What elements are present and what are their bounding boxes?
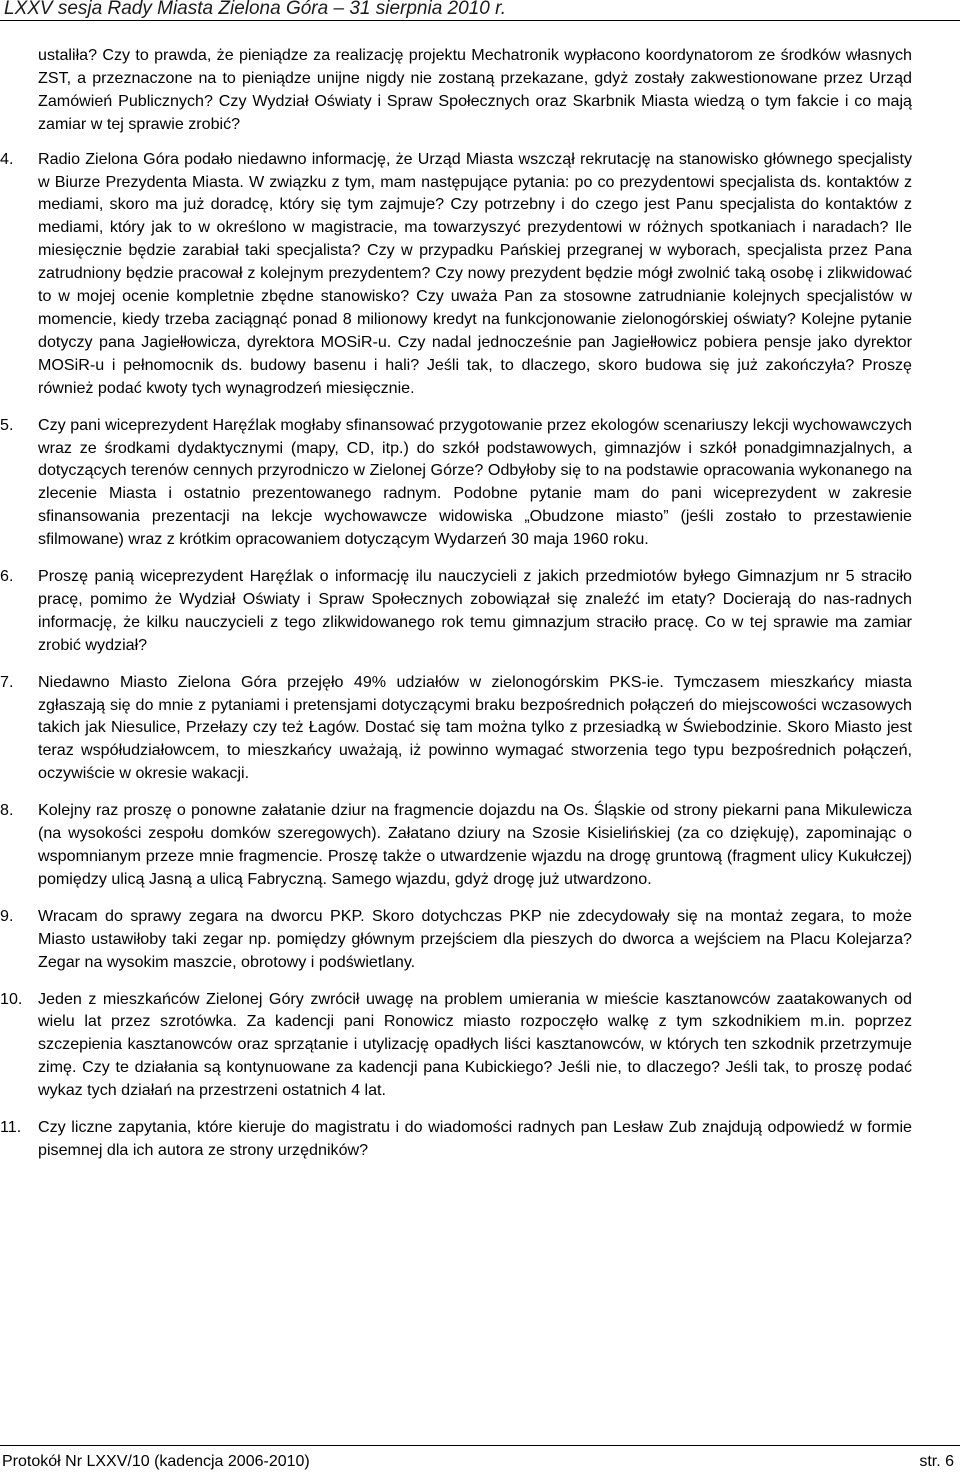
list-item-7 (0, 671, 912, 786)
item-number: 8. (0, 801, 14, 820)
item-text: Kolejny raz proszę o ponowne załatanie dziur na fragmencie dojazdu na Os. Śląskie od strony piekarni pana Mikulewicza (na wysokości zespołu domków szeregowych). Załatano dziury na Szosie Kisielińskiej (za co dziękuję), zapominając o wspomnianym przeze mnie fragmencie. Proszę także o utwardzenie wjazdu na drogę gruntową (fragment ulicy Kukułczej) pomiędzy ulicą Jasną a ulicą Fabryczną. Samego wjazdu, gdyż drogę już utwardzono. (38, 801, 912, 888)
list-item-4 (0, 148, 912, 400)
intro-paragraph: ustaliła? Czy to prawda, że pieniądze za realizację projektu Mechatronik wypłacono koordynatorom ze środków własnych ZST, a przeznaczone na to pieniądze unijne nigdy nie zostaną przekazane, gdyż zostały zakwestionowane przez Urząd Zamówień Publicznych? Czy Wydział Oświaty i Spraw Społecznych oraz Skarbnik Miasta wiedzą o tym fakcie i co mają zamiar w tej sprawie zrobić? (38, 46, 912, 133)
item-number: 7. (0, 672, 14, 691)
page-number: str. 6 (919, 1453, 954, 1470)
list-item-8 (0, 799, 912, 891)
item-text: Niedawno Miasto Zielona Góra przejęło 49% udziałów w zielonogórskim PKS-ie. Tymczasem mieszkańcy miasta zgłaszają się do mnie z pytaniami i pretensjami dotyczącymi braku bezpośrednich połączeń do miejscowości wczasowych takich jak Niesulice, Przełazy czy też Łagów. Dostać się tam można tylko z przesiadką w Świebodzinie. Skoro Miasto jest teraz współudziałowcem, to mieszkańcy uważają, iż powinno wymagać stworzenia tego typu bezpośrednich połączeń, oczywiście w okresie wakacji. (38, 672, 912, 783)
item-number: 9. (0, 906, 14, 925)
list-item-5 (0, 414, 912, 551)
item-text: Czy pani wiceprezydent Haręźlak mogłaby sfinansować przygotowanie przez ekologów scenariuszy lekcji wychowawczych wraz ze środkami dydaktycznymi (mapy, CD, itp.) do szkół podstawowych, gimnazjów i szkół ponadgimnazjalnych, a dotyczących terenów cennych przyrodniczo w Zielonej Górze? Odbyłoby się to na podstawie opracowania wykonanego na zlecenie Miasta i ostatnio prezentowanego radnym. Podobne pytanie mam do pani wiceprezydent w zakresie sfinansowania prezentacji na lekcje wychowawcze widowiska „Obudzone miasto” (jeśli zostało to przestawienie sfilmowane) wraz z krótkim opracowaniem dotyczącym Wydarzeń 30 maja 1960 roku. (38, 415, 912, 549)
item-text: Czy liczne zapytania, które kieruje do magistratu i do wiadomości radnych pan Lesław Zub znajdują odpowiedź w formie pisemnej dla ich autora ze strony urzędników? (38, 1118, 912, 1159)
header-title: LXXV sesja Rady Miasta Zielona Góra – 31 sierpnia 2010 r. (4, 0, 507, 19)
item-number: 11. (0, 1118, 22, 1137)
page-footer (0, 1445, 960, 1478)
item-text: Radio Zielona Góra podało niedawno informację, że Urząd Miasta wszczął rekrutację na stanowisko głównego specjalisty w Biurze Prezydenta Miasta. W związku z tym, mam następujące pytania: po co prezydentowi specjalista ds. kontaktów z mediami, skoro ma już doradcę, który się tym zajmuje? Czy potrzebny i do czego jest Panu specjalista do kontaktów z mediami, który jak to w określono w magistracie, ma towarzyszyć prezydentowi w różnych spotkaniach i naradach? Ile miesięcznie będzie zarabiał taki specjalista? Czy w przypadku Pańskiej przegranej w wyborach, specjalista przez Pana zatrudniony będzie pracował z kolejnym prezydentem? Czy nowy prezydent będzie mógł zwolnić taką osobę i zlikwidować to w mojej ocenie kompletnie zbędne stanowisko? Czy uważa Pan za stosowne zatrudnianie kolejnych specjalistów w momencie, kiedy trzeba zaciągnąć ponad 8 milionowy kredyt na funkcjonowanie zielonogórskiej oświaty? Kolejne pytanie dotyczy pana Jagiełłowicza, dyrektora MOSiR-u. Czy nadal jednocześnie pan Jagiełłowicz pobiera pensje jako dyrektor MOSiR-u i pełnomocnik ds. budowy basenu i hali? Jeśli tak, to dlaczego, skoro budowa się już zakończyła? Proszę również podać kwoty tych wynagrodzeń miesięcznie. (38, 149, 912, 397)
list-item-10 (0, 988, 912, 1103)
page-header (0, 0, 960, 21)
item-number: 10. (0, 989, 23, 1008)
footer-protocol: Protokół Nr LXXV/10 (kadencja 2006-2010) (2, 1453, 310, 1470)
item-text: Wracam do sprawy zegara na dworcu PKP. Skoro dotychczas PKP nie zdecydowały się na montaż zegara, to może Miasto ustawiłoby taki zegar np. pomiędzy głównym przejściem dla pieszych do dworca a wejściem na Placu Kolejarza? Zegar na wysokim maszcie, obrotowy i podświetlany. (38, 906, 912, 971)
document-body (0, 44, 912, 1162)
item-text: Jeden z mieszkańców Zielonej Góry zwrócił uwagę na problem umierania w mieście kasztanowców zaatakowanych od wielu lat przez szrotówka. Za kadencji pani Ronowicz miasto rozpoczęło walkę z tym szkodnikiem m.in. poprzez szczepienia kasztanowców oraz sprzątanie i utylizację opadłych liści kasztanowców, w których ten szkodnik przetrzymuje zimę. Czy te działania są kontynuowane za kadencji pana Kubickiego? Jeśli nie, to dlaczego? Jeśli tak, to proszę podać wykaz tych działań na przestrzeni ostatnich 4 lat. (38, 989, 912, 1100)
item-number: 6. (0, 567, 14, 586)
list-item-11 (0, 1116, 912, 1162)
item-number: 5. (0, 415, 14, 434)
list-item-9 (0, 905, 912, 974)
item-number: 4. (0, 149, 14, 168)
list-item-6 (0, 565, 912, 657)
item-text: Proszę panią wiceprezydent Haręźlak o informację ilu nauczycieli z jakich przedmiotów byłego Gimnazjum nr 5 straciło pracę, pomimo że Wydział Oświaty i Spraw Społecznych zobowiązał się znaleźć im etaty? Docierają do nas-radnych informację, że kilku nauczycieli z tego zlikwidowanego rok temu gimnazjum straciło pracę. Co w tej sprawie ma zamiar zrobić wydział? (38, 567, 912, 654)
